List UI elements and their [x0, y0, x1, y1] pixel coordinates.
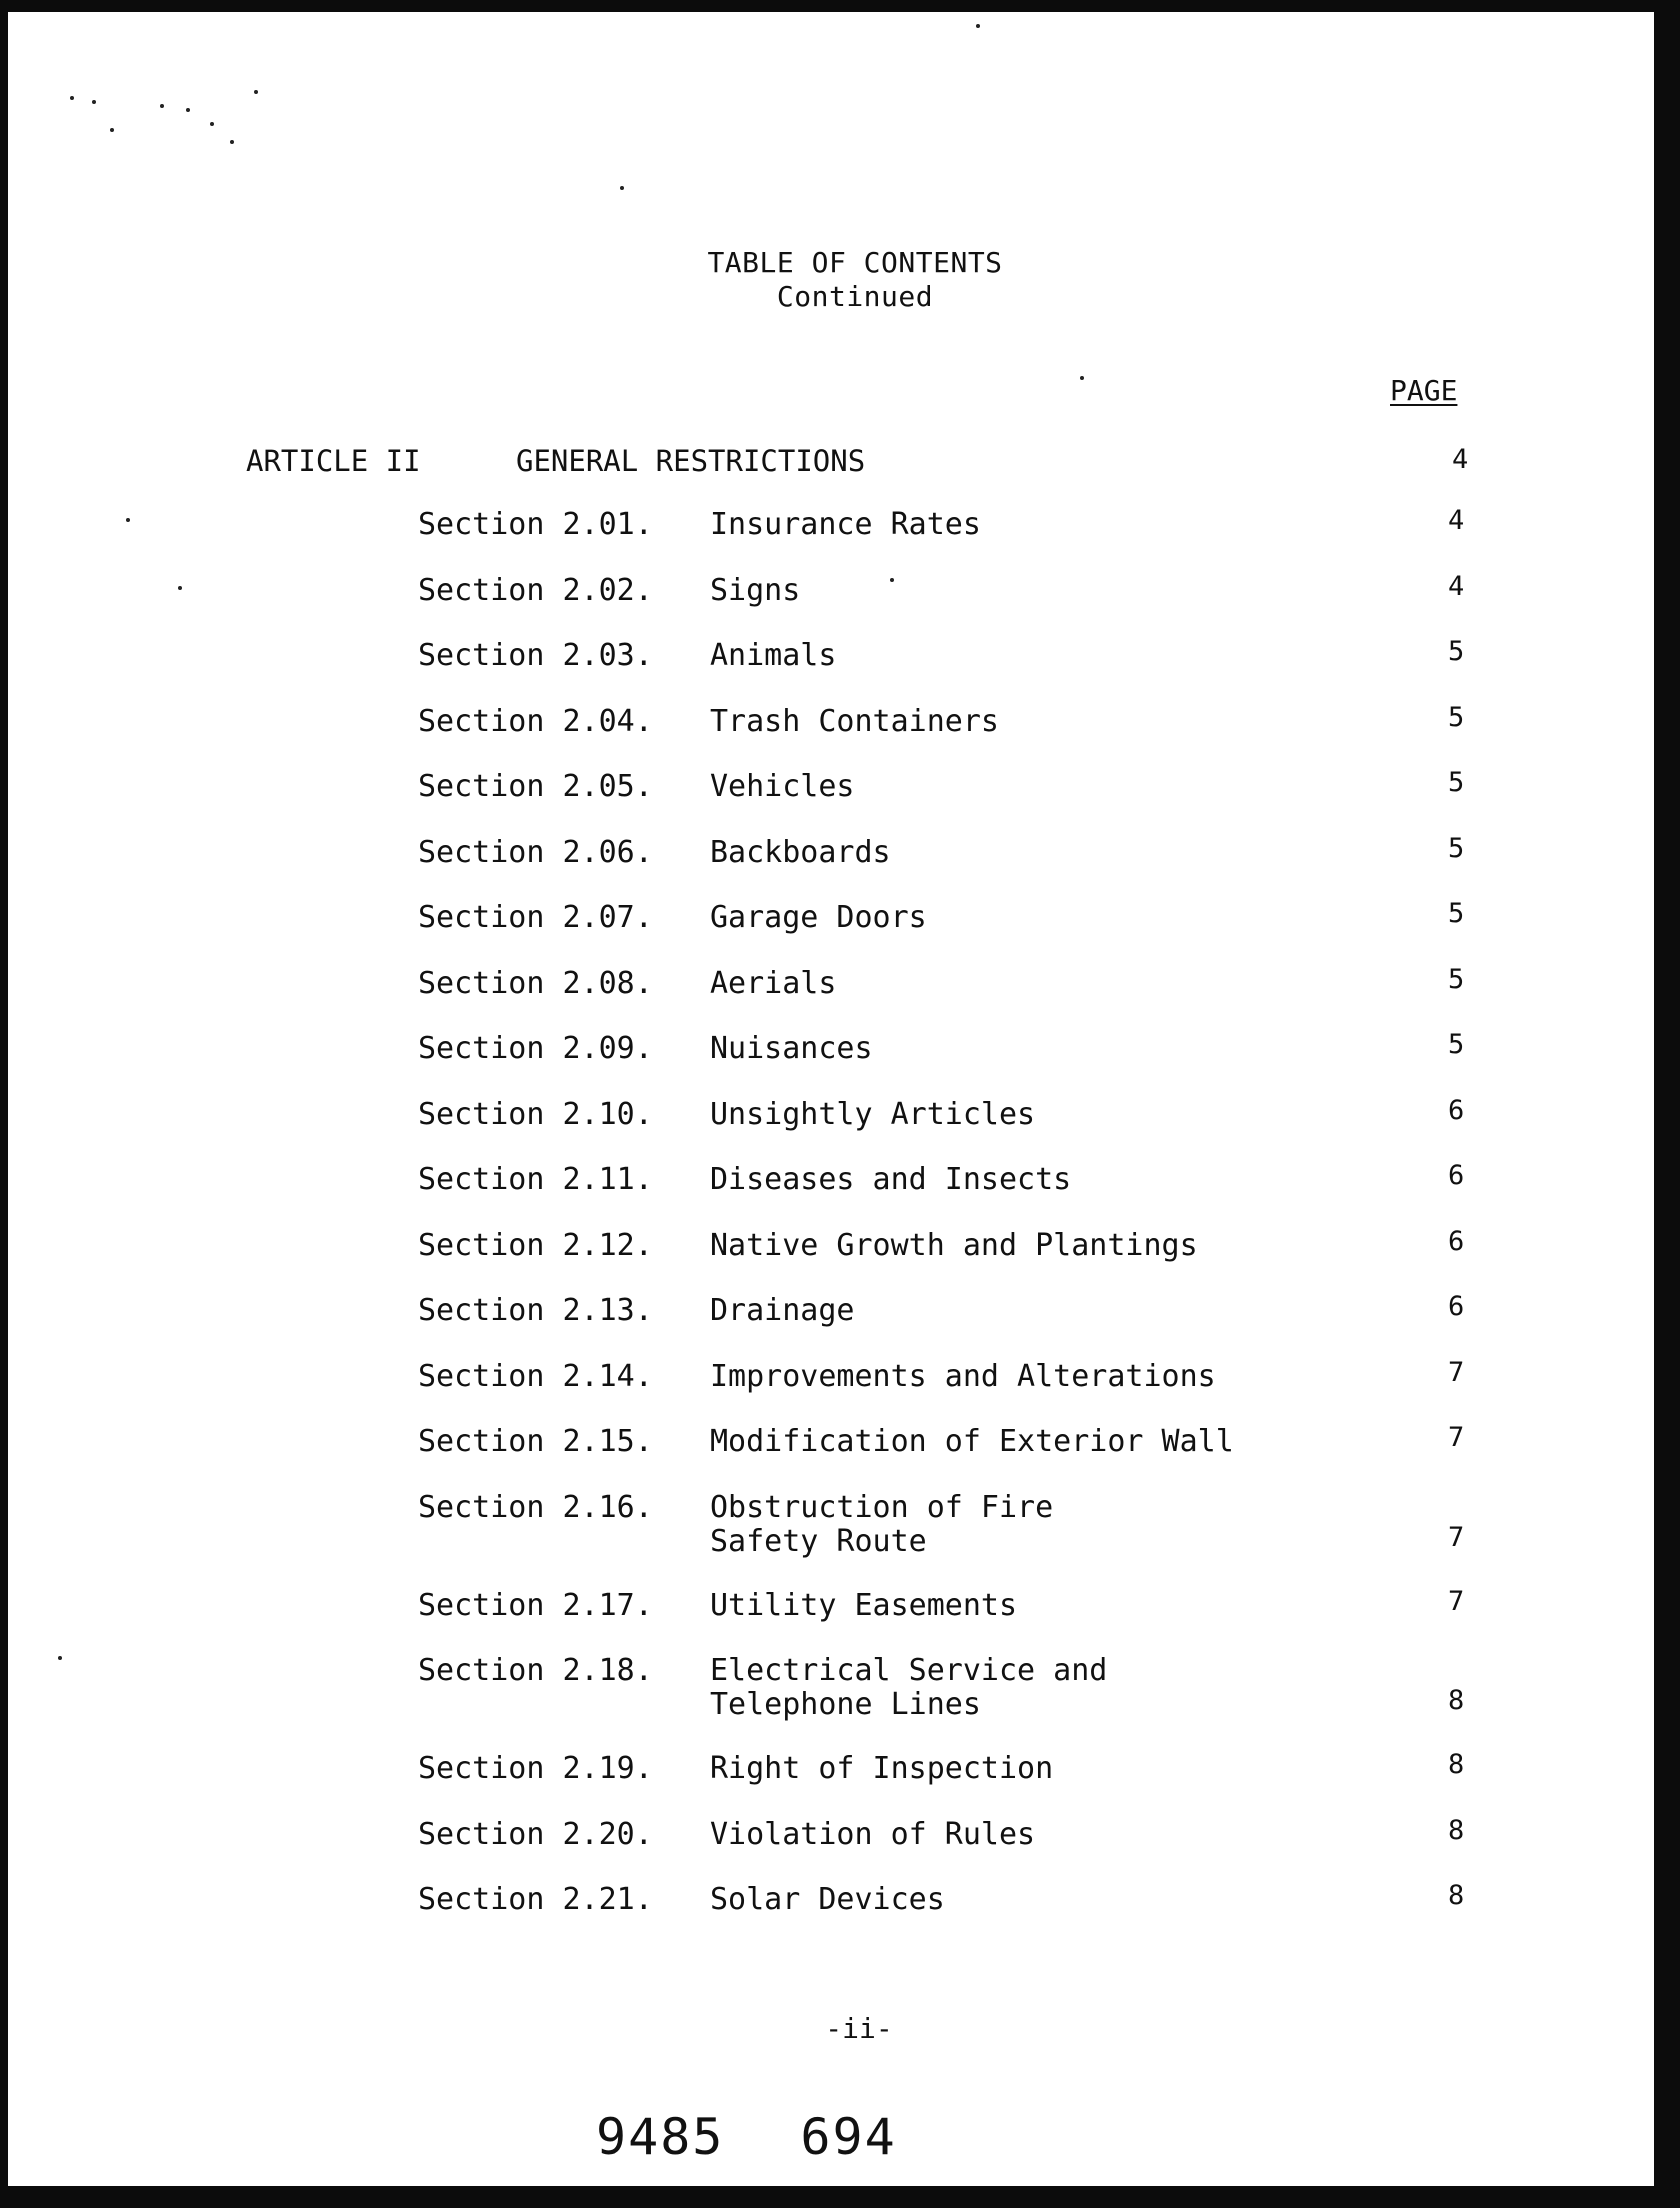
page-column-header: PAGE	[1390, 374, 1458, 407]
section-page-number: 5	[1448, 767, 1465, 798]
page-subtitle: Continued	[776, 280, 934, 313]
section-number: Section 2.16.	[418, 1489, 653, 1525]
toc-entry	[418, 636, 1478, 705]
section-number: Section 2.14.	[418, 1358, 653, 1394]
section-title: Drainage	[710, 1293, 855, 1328]
toc-entry	[418, 1491, 1478, 1589]
section-title: Solar Devices	[710, 1882, 945, 1917]
section-page-number: 5	[1448, 701, 1465, 733]
toc-entry	[418, 1422, 1478, 1491]
section-number: Section 2.07.	[418, 900, 653, 935]
toc-entry	[418, 1585, 1478, 1655]
section-number: Section 2.21.	[418, 1882, 653, 1917]
section-title: Aerials	[710, 965, 837, 1001]
section-page-number: 4	[1448, 570, 1465, 602]
section-number: Section 2.01.	[418, 507, 653, 542]
section-page-number: 4	[1448, 505, 1465, 536]
section-number: Section 2.12.	[418, 1227, 653, 1263]
page-title: TABLE OF CONTENTS	[707, 246, 1003, 279]
section-number: Section 2.20.	[418, 1816, 653, 1852]
section-title: Insurance Rates	[710, 507, 981, 542]
scan-speck	[186, 108, 190, 112]
section-title: Utility Easements	[710, 1587, 1018, 1623]
scan-speck	[230, 140, 234, 144]
toc-entry	[418, 963, 1478, 1033]
scan-speck	[160, 104, 164, 108]
section-page-number: 8	[1448, 1814, 1465, 1846]
scan-speck	[58, 1656, 62, 1660]
section-number: Section 2.15.	[418, 1424, 653, 1459]
section-title: Improvements and Alterations	[710, 1358, 1216, 1394]
section-page-number: 8	[1448, 1880, 1465, 1911]
section-number: Section 2.10.	[418, 1096, 653, 1132]
section-title: Trash Containers	[710, 703, 999, 739]
scan-border-bottom	[0, 2186, 1680, 2208]
section-title: Right of Inspection	[710, 1751, 1054, 1786]
toc-entry	[418, 898, 1478, 967]
section-number: Section 2.19.	[418, 1751, 653, 1786]
section-page-number: 5	[1448, 1029, 1465, 1060]
section-page-number: 6	[1448, 1160, 1465, 1191]
article-number: ARTICLE II	[246, 444, 421, 478]
section-page-number: 7	[1448, 1585, 1465, 1617]
article-page-number: 4	[1452, 444, 1469, 475]
toc-entry	[418, 832, 1478, 902]
toc-entry	[418, 1094, 1478, 1164]
section-title: Unsightly Articles	[710, 1096, 1036, 1132]
scan-speck	[254, 90, 258, 94]
scan-border-top	[0, 0, 1680, 12]
section-page-number: 5	[1448, 963, 1465, 995]
scan-speck	[1080, 376, 1084, 380]
toc-entry	[418, 1749, 1478, 1818]
section-page-number: 6	[1448, 1225, 1465, 1257]
section-number: Section 2.18.	[418, 1653, 653, 1688]
section-title: Modification of Exterior Wall	[710, 1424, 1234, 1459]
section-page-number: 6	[1448, 1094, 1465, 1126]
section-page-number: 7	[1448, 1521, 1465, 1553]
section-page-number: 5	[1448, 898, 1465, 929]
section-number: Section 2.17.	[418, 1587, 653, 1623]
section-number: Section 2.11.	[418, 1162, 653, 1197]
stamp-number-left: 9485	[596, 2108, 725, 2166]
section-number: Section 2.08.	[418, 965, 653, 1001]
scan-speck	[126, 518, 130, 522]
section-page-number: 5	[1448, 636, 1465, 667]
section-page-number: 5	[1448, 832, 1465, 864]
section-title: Animals	[710, 638, 837, 673]
section-number: Section 2.09.	[418, 1031, 653, 1066]
section-title: Diseases and Insects	[710, 1162, 1072, 1197]
scan-border-left	[0, 0, 8, 2208]
scan-speck	[70, 96, 74, 100]
section-number: Section 2.06.	[418, 834, 653, 870]
scan-speck	[976, 24, 980, 28]
scan-speck	[178, 586, 182, 590]
section-number: Section 2.03.	[418, 638, 653, 673]
section-page-number: 8	[1448, 1749, 1465, 1780]
section-title: Native Growth and Plantings	[710, 1227, 1198, 1263]
section-number: Section 2.04.	[418, 703, 653, 739]
toc-entry	[418, 1654, 1478, 1752]
stamp-number-right: 694	[800, 2108, 897, 2166]
toc-entry	[418, 570, 1478, 640]
section-number: Section 2.05.	[418, 769, 653, 804]
section-title: Signs	[710, 572, 801, 608]
scan-border-right	[1654, 0, 1680, 2208]
section-page-number: 7	[1448, 1356, 1465, 1388]
document-stamp-number	[596, 2108, 897, 2166]
toc-entry	[418, 1029, 1478, 1098]
scan-speck	[210, 122, 214, 126]
toc-entry	[418, 505, 1478, 574]
section-title: Backboards	[710, 834, 891, 870]
section-number: Section 2.13.	[418, 1293, 653, 1328]
toc-entry	[418, 1814, 1478, 1884]
section-number: Section 2.02.	[418, 572, 653, 608]
toc-entry	[418, 1880, 1478, 1949]
section-page-number: 8	[1448, 1685, 1465, 1716]
section-page-number: 6	[1448, 1291, 1465, 1322]
scan-speck	[110, 128, 114, 132]
scan-speck	[92, 100, 96, 104]
section-title: Violation of Rules	[710, 1816, 1036, 1852]
toc-entry	[418, 1291, 1478, 1360]
toc-entry	[418, 1225, 1478, 1295]
toc-entry	[418, 1356, 1478, 1426]
section-page-number: 7	[1448, 1422, 1465, 1453]
scan-speck	[620, 186, 624, 190]
section-title: Obstruction of Fire Safety Route	[710, 1489, 1054, 1559]
page-folio: -ii-	[825, 2012, 893, 2045]
section-title: Vehicles	[710, 769, 855, 804]
section-title: Garage Doors	[710, 900, 927, 935]
toc-entry	[418, 1160, 1478, 1229]
section-title: Electrical Service and Telephone Lines	[710, 1653, 1108, 1722]
toc-entry	[418, 701, 1478, 771]
article-title: GENERAL RESTRICTIONS	[516, 444, 866, 478]
toc-section-list	[418, 505, 1478, 1949]
toc-entry	[418, 767, 1478, 836]
section-title: Nuisances	[710, 1031, 873, 1066]
